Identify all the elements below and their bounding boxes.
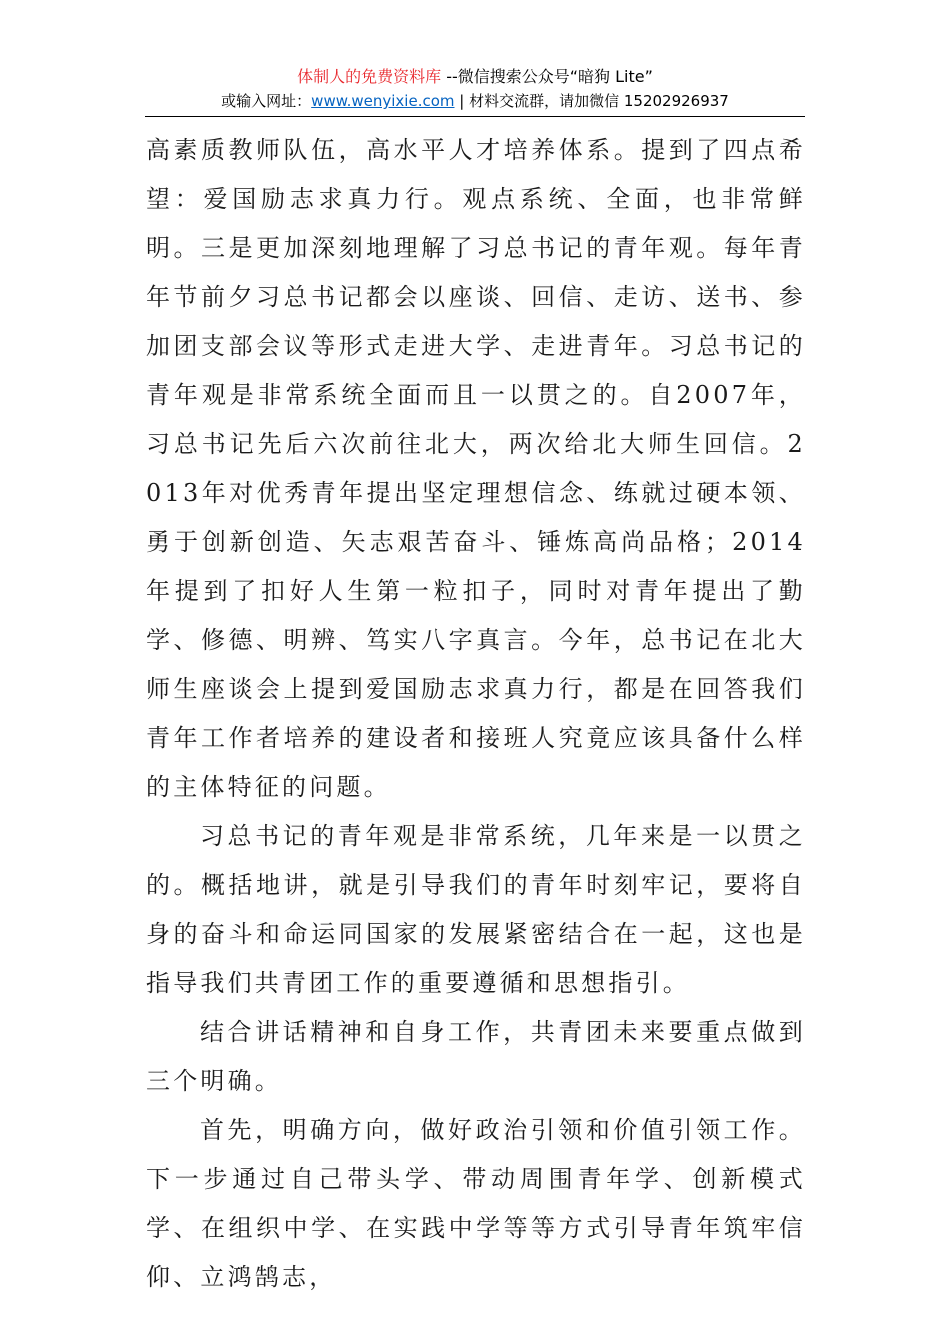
- header-brand: 体制人的免费资料库: [297, 67, 442, 86]
- header-url-prefix: 或输入网址：: [221, 92, 312, 110]
- header-url-link[interactable]: www.wenyixie.com: [311, 92, 455, 110]
- paragraph-1: 高素质教师队伍，高水平人才培养体系。提到了四点希望：爱国励志求真力行。观点系统、全面，也非常鲜明。三是更加深刻地理解了习总书记的青年观。每年青年节前夕习总书记都会以座谈、回信、走访、送书、参加团支部会议等形式走进大学、走进青年。习总书记的青年观是非常系统全面而且一以贯之的。自2007年，习总书记先后六次前往北大，两次给北大师生回信。2013年对优秀青年提出坚定理想信念、练就过硬本领、勇于创新创造、矢志艰苦奋斗、锤炼高尚品格；2014年提到了扣好人生第一粒扣子，同时对青年提出了勤学、修德、明辨、笃实八字真言。今年，总书记在北大师生座谈会上提到爱国励志求真力行，都是在回答我们青年工作者培养的建设者和接班人究竟应该具备什么样的主体特征的问题。: [146, 136, 806, 801]
- paragraph-4: 首先，明确方向，做好政治引领和价值引领工作。下一步通过自己带头学、带动周围青年学、创新模式学、在组织中学、在实践中学等等方式引导青年筑牢信仰、立鸿鹄志，: [146, 1116, 806, 1291]
- paragraph-2: 习总书记的青年观是非常系统，几年来是一以贯之的。概括地讲，就是引导我们的青年时刻牢记，要将自身的奋斗和命运同国家的发展紧密结合在一起，这也是指导我们共青团工作的重要遵循和思想指引。: [146, 822, 806, 997]
- header-contact: | 材料交流群，请加微信 15202926937: [454, 92, 729, 110]
- header-suffix: --微信搜索公众号“暗狗 Lite”: [441, 67, 653, 86]
- header-line-2: [145, 90, 805, 112]
- header-line-1: [145, 66, 805, 88]
- document-body: [146, 126, 806, 1302]
- header-divider: [145, 116, 805, 117]
- page-header: [145, 66, 805, 112]
- paragraph-3: 结合讲话精神和自身工作，共青团未来要重点做到三个明确。: [146, 1018, 806, 1095]
